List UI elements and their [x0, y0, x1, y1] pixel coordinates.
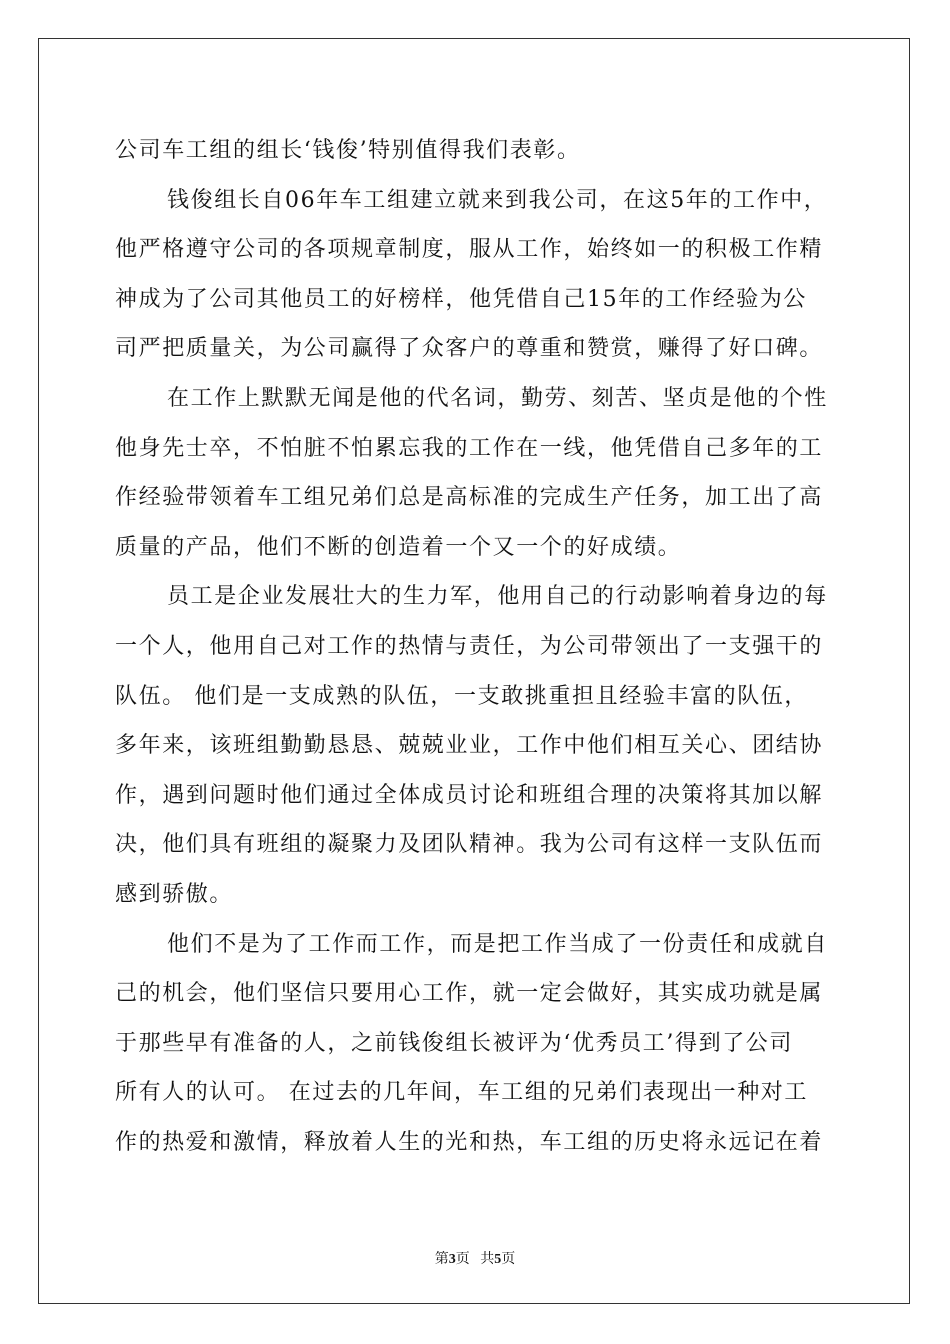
text-line: 神成为了公司其他员工的好榜样，他凭借自己15年的工作经验为公: [115, 286, 807, 312]
text-line: 他身先士卒，不怕脏不怕累忘我的工作在一线，他凭借自己多年的工: [115, 435, 824, 461]
current-page-number: 3: [448, 1252, 456, 1267]
total-suffix: 页: [501, 1252, 516, 1267]
page-footer: [0, 1248, 950, 1268]
text-line: 他严格遵守公司的各项规章制度，服从工作，始终如一的积极工作精: [115, 237, 824, 263]
text-line: 作经验带领着车工组兄弟们总是高标准的完成生产任务，加工出了高: [115, 485, 824, 511]
text-line: 司严把质量关，为公司赢得了众客户的尊重和赞赏，赚得了好口碑。: [115, 336, 824, 362]
text-line: 一个人，他用自己对工作的热情与责任，为公司带领出了一支强干的: [115, 633, 824, 659]
text-line: 己的机会，他们坚信只要用心工作，就一定会做好，其实成功就是属: [115, 981, 824, 1007]
text-line: 所有人的认可。 在过去的几年间，车工组的兄弟们表现出一种对工: [115, 1080, 808, 1106]
page-prefix: 第: [434, 1252, 449, 1267]
document-body: [115, 126, 835, 1167]
text-line: 质量的产品，他们不断的创造着一个又一个的好成绩。: [115, 534, 682, 560]
text-line: 作的热爱和激情，释放着人生的光和热，车工组的历史将永远记在着: [115, 1129, 824, 1155]
text-line: 队伍。 他们是一支成熟的队伍，一支敢挑重担且经验丰富的队伍，: [115, 683, 808, 709]
text-line: 感到骄傲。: [115, 881, 234, 907]
total-page-number: 5: [494, 1252, 502, 1267]
page-suffix: 页: [455, 1252, 470, 1267]
total-prefix: 共: [480, 1252, 495, 1267]
text-line: 多年来，该班组勤勤恳恳、兢兢业业，工作中他们相互关心、团结协: [115, 733, 824, 759]
text-line: 于那些早有准备的人，之前钱俊组长被评为‘优秀员工’得到了公司: [115, 1030, 793, 1056]
text-line: 公司车工组的组长‘钱俊’特别值得我们表彰。: [115, 138, 581, 163]
text-line: 决，他们具有班组的凝聚力及团队精神。我为公司有这样一支队伍而: [115, 832, 824, 858]
text-line: 作，遇到问题时他们通过全体成员讨论和班组合理的决策将其加以解: [115, 782, 824, 808]
paragraph-start-line: 他们不是为了工作而工作，而是把工作当成了一份责任和成就自: [167, 931, 828, 957]
paragraph-start-line: 员工是企业发展壮大的生力军，他用自己的行动影响着身边的每: [167, 584, 828, 610]
paragraph-start-line: 钱俊组长自06年车工组建立就来到我公司，在这5年的工作中，: [167, 187, 828, 213]
paragraph-start-line: 在工作上默默无闻是他的代名词，勤劳、刻苦、坚贞是他的个性: [167, 385, 828, 411]
